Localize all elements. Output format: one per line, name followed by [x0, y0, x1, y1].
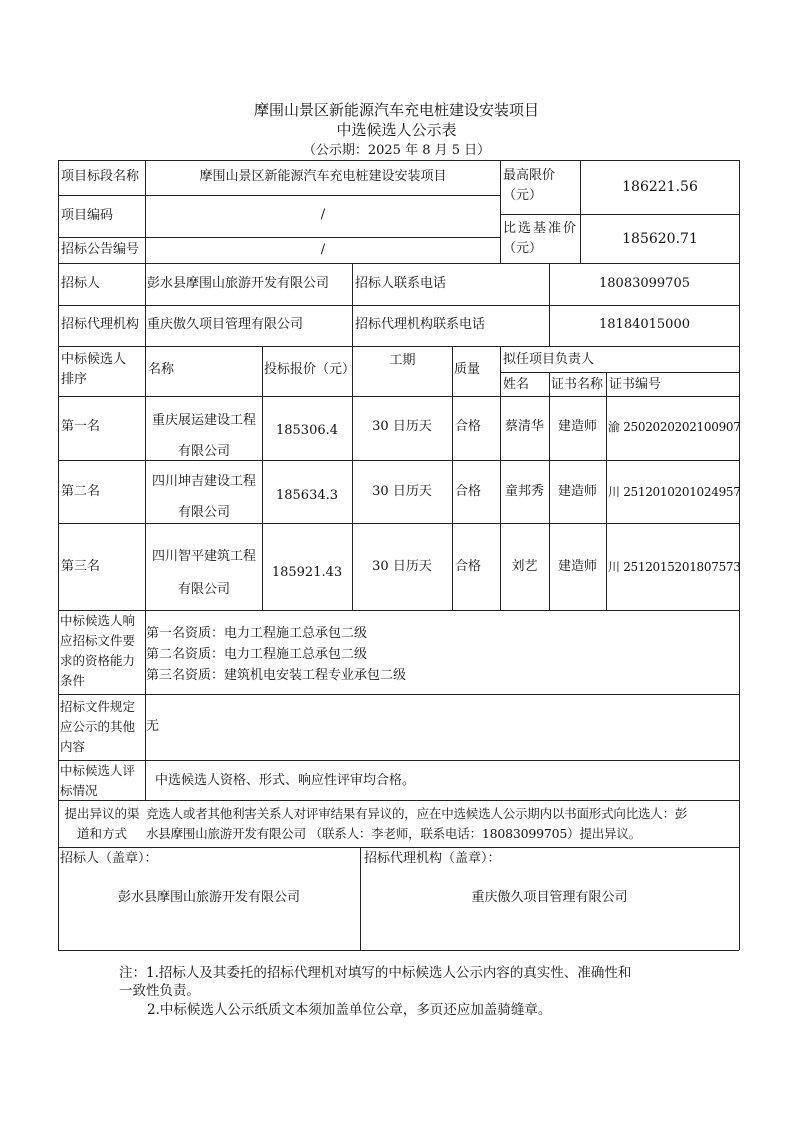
- candidate-price: 185306.4: [275, 423, 339, 438]
- candidate-pm: 蔡清华: [504, 419, 544, 434]
- agency-label: 招标代理机构: [61, 317, 140, 332]
- candidate-name: 四川坤吉建设工程 有限公司: [151, 474, 256, 520]
- bid-price-header: 投标报价（元）: [264, 362, 356, 377]
- section-name-value: 摩围山景区新能源汽车充电桩建设安装项目: [199, 169, 447, 184]
- candidate-duration: 30 日历天: [372, 419, 432, 434]
- candidate-duration: 30 日历天: [372, 559, 432, 574]
- objection-label: 提出异议的渠 道和方式: [64, 806, 140, 841]
- candidate-name: 重庆展运建设工程 有限公司: [151, 413, 256, 459]
- quality-header: 质量: [454, 362, 481, 377]
- base-price-label: 比选基准价: [503, 221, 579, 236]
- notice-code-value: /: [320, 242, 326, 257]
- other-content-label: 招标文件规定 应公示的其他 内容: [60, 699, 136, 754]
- candidate-rank: 第一名: [61, 419, 101, 434]
- project-manager-header: 拟任项目负责人: [503, 352, 595, 367]
- project-code-label: 项目编码: [61, 208, 114, 223]
- seal-agency-name: 重庆傲久项目管理有限公司: [471, 890, 628, 905]
- candidate-rank: 第三名: [61, 559, 101, 574]
- note-line-3: 2.中标候选人公示纸质文本须加盖单位公章，多页还应加盖骑缝章。: [147, 1002, 552, 1018]
- publish-date: 2025 年 8 月 5 日）: [367, 143, 491, 158]
- candidate-duration: 30 日历天: [372, 484, 432, 499]
- max-price-value: 186221.56: [622, 179, 698, 195]
- document-title: 摩围山景区新能源汽车充电桩建设安装项目: [253, 101, 539, 119]
- tenderer-value: 彭水县摩围山旅游开发有限公司: [147, 276, 330, 291]
- qualification-label: 中标候选人响 应招标文件要 求的资格能力 条件: [60, 613, 136, 688]
- candidate-quality: 合格: [455, 419, 482, 434]
- agency-phone-value: 18184015000: [599, 317, 690, 332]
- candidate-cert: 建造师: [557, 484, 597, 499]
- tenderer-label: 招标人: [61, 276, 101, 291]
- agency-phone-label: 招标代理机构联系电话: [355, 317, 486, 332]
- candidate-cert-no: 川 2512015201807573: [608, 560, 741, 574]
- cert-no-header: 证书编号: [609, 377, 662, 392]
- candidate-cert: 建造师: [557, 419, 597, 434]
- candidate-pm: 童邦秀: [504, 484, 544, 499]
- pm-name-header: 姓名: [503, 377, 530, 392]
- tenderer-phone-label: 招标人联系电话: [355, 276, 447, 291]
- candidate-pm: 刘艺: [511, 559, 538, 574]
- project-code-value: /: [320, 207, 326, 222]
- section-name-label: 项目标段名称: [61, 169, 140, 184]
- rank-header: 中标候选人 排序: [61, 352, 127, 387]
- qualification-content: 第一名资质：电力工程施工总承包二级 第二名资质：电力工程施工总承包二级 第三名资质：建筑机电安装工程专业承包二级: [146, 626, 407, 683]
- candidate-cert: 建造师: [557, 559, 597, 574]
- tenderer-phone-value: 18083099705: [599, 276, 690, 291]
- max-price-label: 最高限价: [503, 168, 556, 183]
- document-subtitle: 中选候选人公示表: [336, 121, 457, 139]
- objection-content: 竞选人或者其他利害关系人对评审结果有异议的，应在中选候选人公示期内以书面形式向比选人：彭 水县摩围山旅游开发有限公司 （联系人：李老师，联系电话：18083099705）提出异议。: [146, 806, 688, 841]
- review-label: 中标候选人评 标情况: [60, 763, 136, 798]
- note-line-1: 注：1.招标人及其委托的招标代理机对填写的中标候选人公示内容的真实性、准确性和: [119, 965, 632, 981]
- publish-period: [0, 139, 793, 158]
- candidate-price: 185921.43: [271, 565, 343, 580]
- note-line-2: 一致性负责。: [119, 983, 200, 999]
- base-price-unit: （元）: [503, 241, 543, 256]
- seal-agency-label: 招标代理机构（盖章）：: [364, 851, 501, 866]
- candidate-name: 四川智平建筑工程 有限公司: [151, 549, 256, 597]
- seal-tenderer-label: 招标人（盖章）：: [60, 851, 158, 866]
- review-value: 中选候选人资格、形式、响应性评审均合格。: [155, 773, 416, 788]
- candidate-price: 185634.3: [275, 488, 339, 503]
- publish-period-prefix: （公示期：: [302, 143, 368, 158]
- name-header: 名称: [148, 362, 175, 377]
- candidate-quality: 合格: [455, 484, 482, 499]
- agency-value: 重庆傲久项目管理有限公司: [147, 317, 304, 332]
- candidate-cert-no: 渝 2502020202100907: [608, 420, 741, 434]
- notice-code-label: 招标公告编号: [61, 242, 140, 257]
- candidate-quality: 合格: [455, 559, 482, 574]
- other-content-value: 无: [146, 719, 160, 734]
- duration-header: 工期: [389, 353, 416, 368]
- candidate-rank: 第二名: [61, 484, 101, 499]
- base-price-value: 185620.71: [622, 231, 698, 247]
- seal-tenderer-name: 彭水县摩围山旅游开发有限公司: [117, 890, 300, 905]
- candidate-cert-no: 川 2512010201024957: [608, 485, 741, 499]
- cert-name-header: 证书名称: [551, 377, 604, 392]
- max-price-unit: （元）: [503, 188, 543, 203]
